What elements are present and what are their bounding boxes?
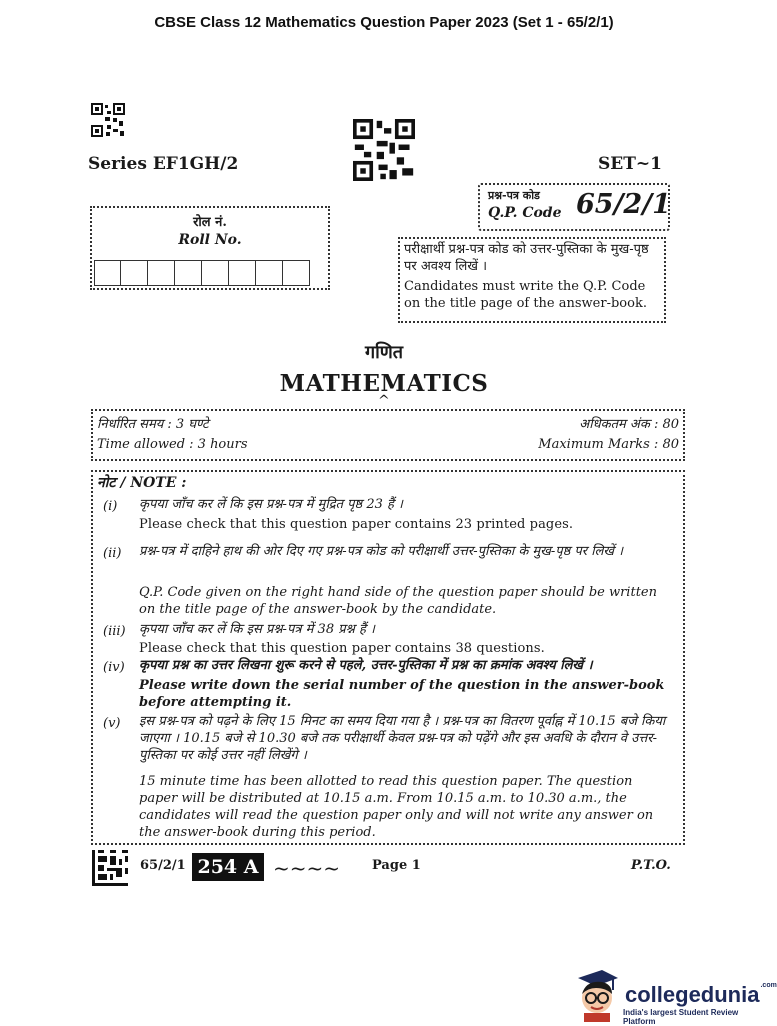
footer-wave: ~~~~ — [273, 856, 341, 880]
notice-text-hi: परीक्षार्थी प्रश्न-पत्र कोड को उत्तर-पुस्तिका के मुख-पृष्ठ पर अवश्य लिखें । — [404, 242, 649, 274]
roll-cell — [283, 260, 310, 286]
max-marks-hi: अधिकतम अंक : 80 — [579, 417, 679, 432]
roll-number-cells — [94, 260, 310, 286]
roll-cell — [94, 260, 121, 286]
time-marks-box — [91, 409, 685, 461]
footer-code: 65/2/1 — [140, 858, 186, 873]
brand-name — [625, 982, 777, 1008]
brand-domain: .com — [760, 982, 777, 989]
note-item-number: (v) — [103, 716, 121, 731]
qp-code-value: 65/2/1 — [576, 189, 671, 220]
series-label: Series EF1GH/2 — [88, 154, 239, 174]
qp-code-label-hi: प्रश्न-पत्र कोड — [488, 189, 540, 202]
qr-code-icon — [352, 119, 416, 181]
roll-label-en: Roll No. — [178, 232, 242, 248]
note-item-en: Please check that this question paper contains 23 printed pages. — [139, 517, 574, 532]
time-allowed-en: Time allowed : 3 hours — [97, 437, 248, 452]
roll-cell — [148, 260, 175, 286]
brand-name-text: collegedunia — [625, 982, 760, 1007]
brand-tagline: India's largest Student Review Platform — [623, 1008, 739, 1026]
datamatrix-barcode-icon — [92, 850, 128, 890]
note-item-hi: प्रश्न-पत्र में दाहिने हाथ की ओर दिए गए प्रश्न-पत्र कोड को परीक्षार्थी उत्तर-पुस्तिका के मुख-पृष्ठ पर लिखें । — [139, 544, 624, 559]
note-item-hi: कृपया जाँच कर लें कि इस प्रश्न-पत्र में मुद्रित पृष्ठ 23 हैं । — [139, 497, 403, 512]
note-heading: नोट / NOTE : — [97, 475, 187, 491]
roll-label-hi: रोल नं. — [193, 215, 227, 230]
caret-mark: ^ — [378, 393, 390, 409]
subject-title-en: MATHEMATICS — [279, 370, 489, 397]
note-item-hi: कृपया जाँच कर लें कि इस प्रश्न-पत्र में 38 प्रश्न हैं । — [139, 622, 375, 637]
note-box — [91, 470, 685, 845]
note-item-en: 15 minute time has been allotted to read this question paper. The question paper will be distributed at 10.15 a.m. From 10.15 a.m. to 10.30 a.m., the candidates will read the question paper only and will not write any answer on the answer-book during this period. — [139, 774, 654, 840]
collegedunia-mascot-icon — [572, 968, 622, 1026]
footer-badge: 254 A — [192, 853, 264, 881]
subject-title-hi: गणित — [364, 342, 404, 363]
roll-cell — [202, 260, 229, 286]
note-item-number: (i) — [103, 499, 118, 514]
candidate-notice-box — [398, 237, 666, 323]
set-label: SET~1 — [598, 154, 662, 174]
roll-cell — [229, 260, 256, 286]
note-item-en: Please check that this question paper contains 38 questions. — [139, 641, 545, 656]
qp-code-box — [478, 183, 670, 231]
time-allowed-hi: निर्धारित समय : 3 घण्टे — [97, 417, 209, 432]
note-item-en: Q.P. Code given on the right hand side of the question paper should be written on the title page of the answer-book by the candidate. — [139, 585, 657, 617]
qr-code-small-icon — [91, 103, 125, 137]
note-item-number: (ii) — [103, 546, 122, 561]
note-item-number: (iii) — [103, 624, 126, 639]
note-item-en: Please write down the serial number of the question in the answer-book before attempting it. — [139, 678, 665, 710]
roll-cell — [175, 260, 202, 286]
note-item-hi: कृपया प्रश्न का उत्तर लिखना शुरू करने से पहले, उत्तर-पुस्तिका में प्रश्न का क्रमांक अवश्य लिखें । — [139, 658, 593, 673]
roll-cell — [121, 260, 148, 286]
qp-code-label-en: Q.P. Code — [488, 205, 562, 221]
notice-text-en: Candidates must write the Q.P. Code on the title page of the answer-book. — [404, 279, 647, 311]
pto-label: P.T.O. — [631, 858, 671, 873]
note-item-number: (iv) — [103, 660, 125, 675]
note-item-hi: इस प्रश्न-पत्र को पढ़ने के लिए 15 मिनट का समय दिया गया है । प्रश्न-पत्र का वितरण पूर्वाह्न में 10.15 बजे किया जाएगा । 10.15 बजे से 10.30 बजे तक परीक्षार्थी केवल प्रश्न-पत्र को पढ़ेंगे और इस अवधि के दौरान वे उत्तर-पुस्तिका पर कोई उत्तर नहीं लिखेंगे । — [139, 714, 666, 763]
page-number: Page 1 — [372, 858, 421, 873]
roll-number-box — [90, 206, 330, 290]
page-title: CBSE Class 12 Mathematics Question Paper 2023 (Set 1 - 65/2/1) — [154, 14, 614, 31]
roll-cell — [256, 260, 283, 286]
max-marks-en: Maximum Marks : 80 — [538, 437, 679, 452]
